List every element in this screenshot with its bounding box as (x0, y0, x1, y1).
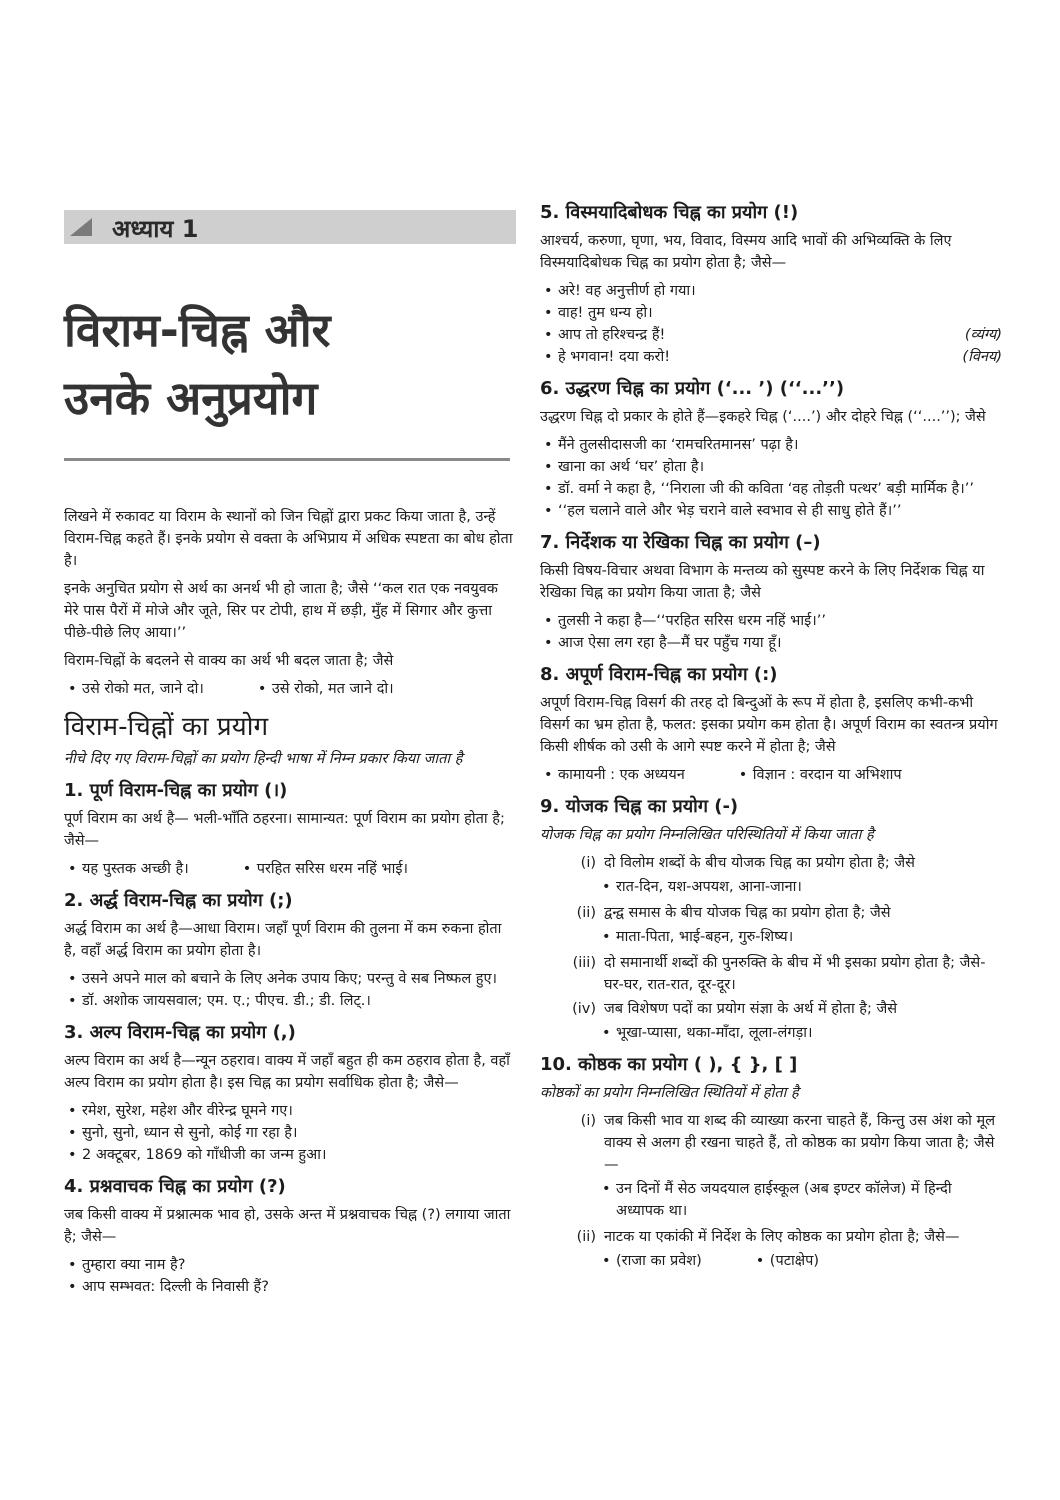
section-10-subtitle: कोष्ठकों का प्रयोग निम्नलिखित स्थितियों में होता है (540, 1085, 799, 1101)
section-7-list (540, 610, 1002, 654)
item-number: (i) (580, 855, 596, 871)
intro-examples (64, 678, 516, 700)
list-item: • भूखा-प्यासा, थका-माँदा, लूला-लंगड़ा। (598, 1022, 1002, 1044)
section-9-item-3 (562, 952, 1002, 996)
section-9-item-4 (562, 998, 1002, 1020)
section-10-item-2-examples (598, 1250, 1002, 1272)
list-item-text: • हे भगवान! दया करो! (558, 349, 671, 365)
section-8-example-1: • कामायनी : एक अध्ययन (540, 764, 685, 786)
section-9-item-1 (562, 852, 1002, 874)
chapter-label: अध्याय 1 (112, 215, 199, 243)
section-3-title: 3. अल्प विराम-चिह्न का प्रयोग (,) (64, 1022, 296, 1043)
intro-example-1: • उसे रोको मत, जाने दो। (64, 678, 204, 700)
usage-heading: विराम-चिह्नों का प्रयोग (64, 712, 269, 742)
list-item: • माता-पिता, भाई-बहन, गुरु-शिष्य। (598, 926, 1002, 948)
intro-paragraph-1: लिखने में रुकावट या विराम के स्थानों को जिन चिह्नों द्वारा प्रकट किया जाता है, उन्हें विराम-चिह्न कहते हैं। इनके प्रयोग से वक्ता के अभिप्राय में अधिक स्पष्टता का बोध होता है। (64, 509, 513, 569)
chapter-title (64, 296, 516, 432)
section-1-text: पूर्ण विराम का अर्थ है— भली-भाँति ठहरना। सामान्यत: पूर्ण विराम का प्रयोग होता है; जैसे— (64, 811, 505, 849)
intro-paragraph-2: इनके अनुचित प्रयोग से अर्थ का अनर्थ भी हो जाता है; जैसे ‘‘कल रात एक नवयुवक मेरे पास पैरों में मोजे और जूते, सिर पर टोपी, हाथ में छड़ी, मुँह में सिगार और कुत्ता पीछे-पीछे लिए आया।’’ (64, 581, 498, 641)
section-7-text: किसी विषय-विचार अथवा विभाग के मन्तव्य को सुस्पष्ट करने के लिए निर्देशक चिह्न या रेखिका चिह्न का प्रयोग किया जाता है; जैसे (540, 563, 985, 601)
section-8-title: 8. अपूर्ण विराम-चिह्न का प्रयोग (:) (540, 664, 778, 685)
section-6-title: 6. उद्धरण चिह्न का प्रयोग (‘... ’) (‘‘...’’) (540, 378, 845, 399)
section-9-item-4-examples (598, 1022, 1002, 1044)
list-item: • उसने अपने माल को बचाने के लिए अनेक उपाय किए; परन्तु वे सब निष्फल हुए। (64, 968, 516, 990)
item-number: (ii) (576, 905, 596, 921)
chapter-triangle-icon (70, 218, 92, 236)
list-item (540, 346, 1002, 368)
section-10-item-1-examples (598, 1178, 1002, 1222)
section-8-text: अपूर्ण विराम-चिह्न विसर्ग की तरह दो बिन्दुओं के रूप में होता है, इसलिए कभी-कभी विसर्ग का भ्रम होता है, फलत: इसका प्रयोग कम होता है। अपूर्ण विराम का स्वतन्त्र प्रयोग किसी शीर्षक को उसी के आगे स्पष्ट करने में होता है; जैसे (540, 695, 998, 755)
section-10-item-2 (562, 1226, 1002, 1248)
section-5-list (540, 280, 1002, 368)
list-item: • आज ऐसा लग रहा है—मैं घर पहुँच गया हूँ। (540, 632, 1002, 654)
section-6-list (540, 434, 1002, 522)
list-item: • अरे! वह अनुत्तीर्ण हो गया। (540, 280, 1002, 302)
item-number: (i) (580, 1113, 596, 1129)
item-text: दो विलोम शब्दों के बीच योजक चिह्न का प्रयोग होता है; जैसे (604, 855, 915, 871)
intro-paragraph-3: विराम-चिह्नों के बदलने से वाक्य का अर्थ भी बदल जाता है; जैसे (64, 653, 394, 669)
list-item: • डॉ. वर्मा ने कहा है, ‘‘निराला जी की कविता ‘वह तोड़ती पत्थर’ बड़ी मार्मिक है।’’ (540, 478, 1002, 500)
section-9-subtitle: योजक चिह्न का प्रयोग निम्नलिखित परिस्थितियों में किया जाता है (540, 827, 874, 843)
list-item: • तुम्हारा क्या नाम है? (64, 1254, 516, 1276)
item-text: जब विशेषण पदों का प्रयोग संज्ञा के अर्थ में होता है; जैसे (604, 1001, 898, 1017)
list-item-tag: (व्यंग्य) (964, 327, 1002, 343)
list-item: • खाना का अर्थ ‘घर’ होता है। (540, 456, 1002, 478)
section-3-text: अल्प विराम का अर्थ है—न्यून ठहराव। वाक्य में जहाँ बहुत ही कम ठहराव होता है, वहाँ अल्प विराम का प्रयोग होता है। इस चिह्न का प्रयोग सर्वाधिक होता है; जैसे— (64, 1053, 510, 1091)
section-4-list (64, 1254, 516, 1298)
item-text: द्वन्द्व समास के बीच योजक चिह्न का प्रयोग होता है; जैसे (604, 905, 891, 921)
section-6-text: उद्धरण चिह्न दो प्रकार के होते हैं—इकहरे चिह्न (‘....’) और दोहरे चिह्न (‘‘....’’); जैसे (540, 409, 986, 425)
title-divider (64, 458, 510, 461)
list-item: • डॉ. अशोक जायसवाल; एम. ए.; पीएच. डी.; डी. लिट्.। (64, 990, 516, 1012)
section-4-title: 4. प्रश्नवाचक चिह्न का प्रयोग (?) (64, 1176, 286, 1197)
section-4-text: जब किसी वाक्य में प्रश्नात्मक भाव हो, उसके अन्त में प्रश्नवाचक चिह्न (?) लगाया जाता है; जैसे— (64, 1207, 511, 1245)
section-10-example-1: • (राजा का प्रवेश) (598, 1250, 702, 1272)
list-item: • उन दिनों मैं सेठ जयदयाल हाईस्कूल (अब इण्टर कॉलेज) में हिन्दी अध्यापक था। (598, 1178, 1002, 1222)
section-1-examples (64, 858, 516, 880)
section-8-example-2: • विज्ञान : वरदान या अभिशाप (735, 764, 902, 786)
list-item: • वाह! तुम धन्य हो। (540, 302, 1002, 324)
item-number: (ii) (576, 1229, 596, 1245)
section-7-title: 7. निर्देशक या रेखिका चिह्न का प्रयोग (–) (540, 532, 821, 553)
list-item: • आप सम्भवत: दिल्ली के निवासी हैं? (64, 1276, 516, 1298)
section-10-item-1 (562, 1110, 1002, 1176)
section-2-title: 2. अर्द्ध विराम-चिह्न का प्रयोग (;) (64, 890, 293, 911)
usage-subtitle: नीचे दिए गए विराम-चिह्नों का प्रयोग हिन्दी भाषा में निम्न प्रकार किया जाता है (64, 751, 463, 767)
list-item: • 2 अक्टूबर, 1869 को गाँधीजी का जन्म हुआ। (64, 1144, 516, 1166)
item-text: जब किसी भाव या शब्द की व्याख्या करना चाहते हैं, किन्तु उस अंश को मूल वाक्य से अलग ही रखना चाहते हैं, तो कोष्ठक का प्रयोग किया जाता है; जैसे— (604, 1113, 996, 1173)
chapter-band (64, 210, 516, 244)
section-2-text: अर्द्ध विराम का अर्थ है—आधा विराम। जहाँ पूर्ण विराम की तुलना में कम रुकना होता है, वहाँ अर्द्ध विराम का प्रयोग होता है। (64, 921, 502, 959)
list-item: • ‘‘हल चलाने वाले और भेड़ चराने वाले स्वभाव से ही साधु होते हैं।’’ (540, 500, 1002, 522)
section-5-text: आश्चर्य, करुणा, घृणा, भय, विवाद, विस्मय आदि भावों की अभिव्यक्ति के लिए विस्मयादिबोधक चिह्न का प्रयोग होता है; जैसे— (540, 233, 952, 271)
section-10-example-2: • (पटाक्षेप) (752, 1250, 819, 1272)
section-9-item-2-examples (598, 926, 1002, 948)
intro-section (64, 506, 516, 1304)
list-item-tag: (विनय) (962, 349, 1002, 365)
section-8-examples (540, 764, 1002, 786)
section-5-title: 5. विस्मयादिबोधक चिह्न का प्रयोग (!) (540, 202, 799, 223)
section-3-list (64, 1100, 516, 1166)
item-text: दो समानार्थी शब्दों की पुनरुक्ति के बीच में भी इसका प्रयोग होता है; जैसे-घर-घर, रात-रात, दूर-दूर। (604, 955, 986, 993)
section-1-example-2: • परहित सरिस धरम नहिं भाई। (239, 858, 408, 880)
section-1-example-1: • यह पुस्तक अच्छी है। (64, 858, 189, 880)
list-item (540, 324, 1002, 346)
item-number: (iv) (572, 1001, 596, 1017)
section-9-title: 9. योजक चिह्न का प्रयोग (-) (540, 796, 739, 817)
list-item: • मैंने तुलसीदासजी का ‘रामचरितमानस’ पढ़ा है। (540, 434, 1002, 456)
section-9-item-2 (562, 902, 1002, 924)
list-item-text: • आप तो हरिश्चन्द्र हैं! (558, 327, 666, 343)
intro-example-2: • उसे रोको, मत जाने दो। (254, 678, 394, 700)
list-item: • सुनो, सुनो, ध्यान से सुनो, कोई गा रहा है। (64, 1122, 516, 1144)
list-item: • तुलसी ने कहा है—‘‘परहित सरिस धरम नहिं भाई।’’ (540, 610, 1002, 632)
chapter-title-line1: विराम-चिह्न और (64, 303, 331, 357)
list-item: • रमेश, सुरेश, महेश और वीरेन्द्र घूमने गए। (64, 1100, 516, 1122)
section-10-title: 10. कोष्ठक का प्रयोग ( ), { }, [ ] (540, 1054, 798, 1075)
chapter-title-line2: उनके अनुप्रयोग (64, 371, 318, 425)
section-1-title: 1. पूर्ण विराम-चिह्न का प्रयोग (।) (64, 780, 288, 801)
right-flow (540, 200, 1002, 1278)
item-text: नाटक या एकांकी में निर्देश के लिए कोष्ठक का प्रयोग होता है; जैसे— (604, 1229, 960, 1245)
section-2-list (64, 968, 516, 1012)
list-item: • रात-दिन, यश-अपयश, आना-जाना। (598, 876, 1002, 898)
section-9-item-1-examples (598, 876, 1002, 898)
item-number: (iii) (572, 955, 596, 971)
